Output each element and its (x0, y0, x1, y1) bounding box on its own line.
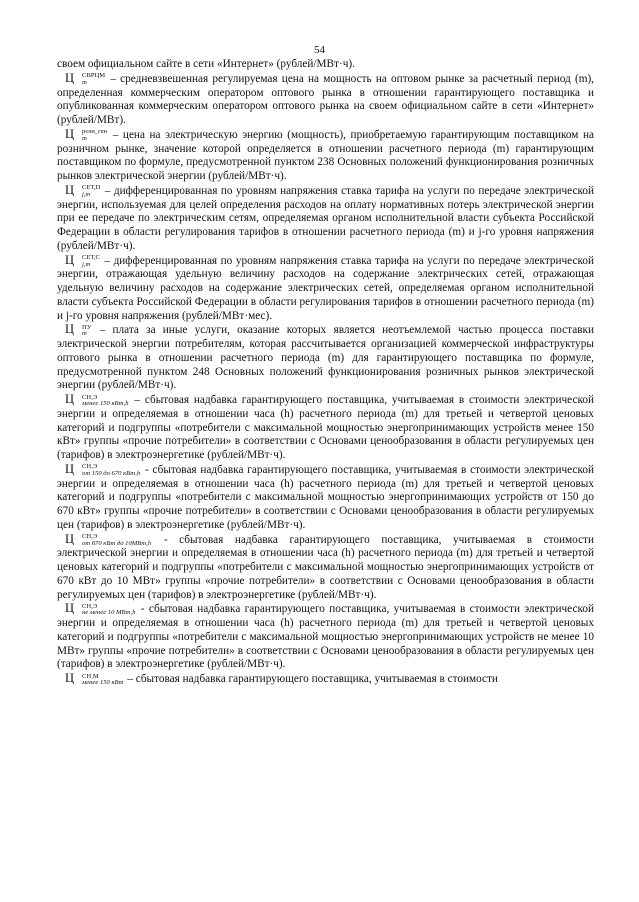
page-body (57, 58, 594, 687)
formula-symbol: Ц розн_ген m (65, 126, 108, 142)
formula-symbol: Ц ПУ m (65, 322, 92, 338)
formula-symbol: Ц СН,Э от 150 до 670 кВт,h (65, 461, 141, 477)
formula-symbol: Ц СЕТ,П j,m (65, 182, 101, 198)
definition-text: – сбытовая надбавка гарантирующего поставщика, учитываемая в стоимости (124, 673, 498, 685)
formula-symbol: Ц СВРЦМ m (65, 70, 106, 86)
formula-symbol: Ц СН,Э от 670 кВт до 10МВт,h (65, 531, 152, 547)
definition-svrcm (57, 72, 594, 128)
formula-symbol: Ц СН,Э не менее 10 МВт,h (65, 601, 136, 617)
definition-sn-m-lt150 (57, 672, 594, 687)
definition-text: – плата за иные услуги, оказание которых является неотъемлемой частью процесса поставки электрической энергии потребителям, которая рассчитывается организацией коммерческой инфраструктуры оптового рынка в отношении расчетного периода (m) для гарантирующего поставщика по формуле, предусмотренной пунктом 248 Основных положений функционирования розничных рынков электрической энергии (рублей/МВт·ч). (57, 324, 594, 392)
intro-line: своем официальном сайте в сети «Интернет» (рублей/МВт·ч). (57, 58, 355, 70)
definition-text: – дифференцированная по уровням напряжения ставка тарифа на услуги по передаче электрической энергии, используемая для целей определения расходов на оплату нормативных потерь электрической энергии при ее передаче по электрическим сетям, определяемая органом исполнительной власти субъекта Российской Федерации в области регулирования тарифов в отношении расчетного периода (m) и j-го уровня напряжения (рублей/МВт·ч). (57, 184, 594, 252)
definition-text: – средневзвешенная регулируемая цена на мощность на оптовом рынке за расчетный период (m), определенная коммерческим оператором оптового рынка в отношении гарантирующего поставщика и опубликованная коммерческим оператором оптового рынка на своем официальном сайте в сети «Интернет» (рублей/МВт). (57, 72, 594, 126)
definition-text: – дифференцированная по уровням напряжения ставка тарифа на услуги по передаче электрической энергии, отражающая удельную величину расходов на содержание электрических сетей, отражающая удельную величину расходов на содержание электрических сетей, определяемая органом исполнительной власти субъекта Российской Федерации в области регулирования тарифов в отношении расчетного периода (m) и j-го уровня напряжения (рублей/МВт·мес). (57, 254, 594, 322)
formula-symbol: Ц СЕТ,С j,m (65, 252, 100, 268)
definition-sn-e-ge10mw (57, 602, 594, 672)
definition-pu (57, 323, 594, 393)
definition-text: - сбытовая надбавка гарантирующего поставщика, учитываемая в стоимости электрической энергии и определяемая в отношении часа (h) расчетного периода (m) для третьей и четвертой ценовых категорий и подгруппы «потребители с максимальной мощностью энергопринимающих устройств не менее 10 МВт» группы «прочие потребители» в соответствии с Основами ценообразования в области регулируемых цен (тарифов) в электроэнергетике (рублей/МВт·ч). (57, 603, 594, 671)
page-number: 54 (314, 44, 325, 56)
definition-text: - сбытовая надбавка гарантирующего поставщика, учитываемая в стоимости электрической энергии и определяемая в отношении часа (h) расчетного периода (m) для третьей и четвертой ценовых категорий и подгруппы «потребители с максимальной мощностью энергопринимающих устройств от 150 до 670 кВт» группы «прочие потребители» в соответствии с Основами ценообразования в области регулируемых цен (тарифов) в электроэнергетике (рублей/МВт·ч). (57, 463, 594, 531)
definition-set-s (57, 254, 594, 324)
formula-symbol: Ц СН,Э менее 150 кВт,h (65, 392, 129, 407)
definition-sn-e-670-10mw (57, 533, 594, 603)
definition-rozn-gen (57, 128, 594, 184)
definition-sn-e-lt150 (57, 393, 594, 463)
definition-text: - сбытовая надбавка гарантирующего поставщика, учитываемая в стоимости электрической энергии и определяемая в отношении часа (h) расчетного периода (m) для третьей и четвертой ценовых категорий и подгруппы «потребители с максимальной мощностью энергопринимающих устройств от 670 кВт до 10 МВт» группы «прочие потребители» в соответствии с Основами ценообразования в области регулируемых цен (тарифов) в электроэнергетике (рублей/МВт·ч). (57, 533, 594, 601)
definition-text: – сбытовая надбавка гарантирующего поставщика, учитываемая в стоимости электрической энергии и определяемая в отношении часа (h) расчетного периода (m) для третьей и четвертой ценовых категорий и подгруппы «потребители с максимальной мощностью энергопринимающих устройств менее 150 кВт» группы «прочие потребители» в соответствии с Основами ценообразования в области регулируемых цен (тарифов) в электроэнергетике (рублей/МВт·ч). (57, 394, 594, 461)
definition-text: – цена на электрическую энергию (мощность), приобретаемую гарантирующим поставщиком на розничном рынке, значение которой определяется в отношении расчетного периода (m) гарантирующим поставщиком по формуле, предусмотренной пунктом 238 Основных положений функционирования розничных рынков электрической энергии (рублей/МВт·ч). (57, 128, 594, 182)
formula-symbol: Ц СН,М менее 150 кВт (65, 671, 124, 686)
definition-sn-e-150-670 (57, 463, 594, 533)
definition-set-p (57, 184, 594, 254)
